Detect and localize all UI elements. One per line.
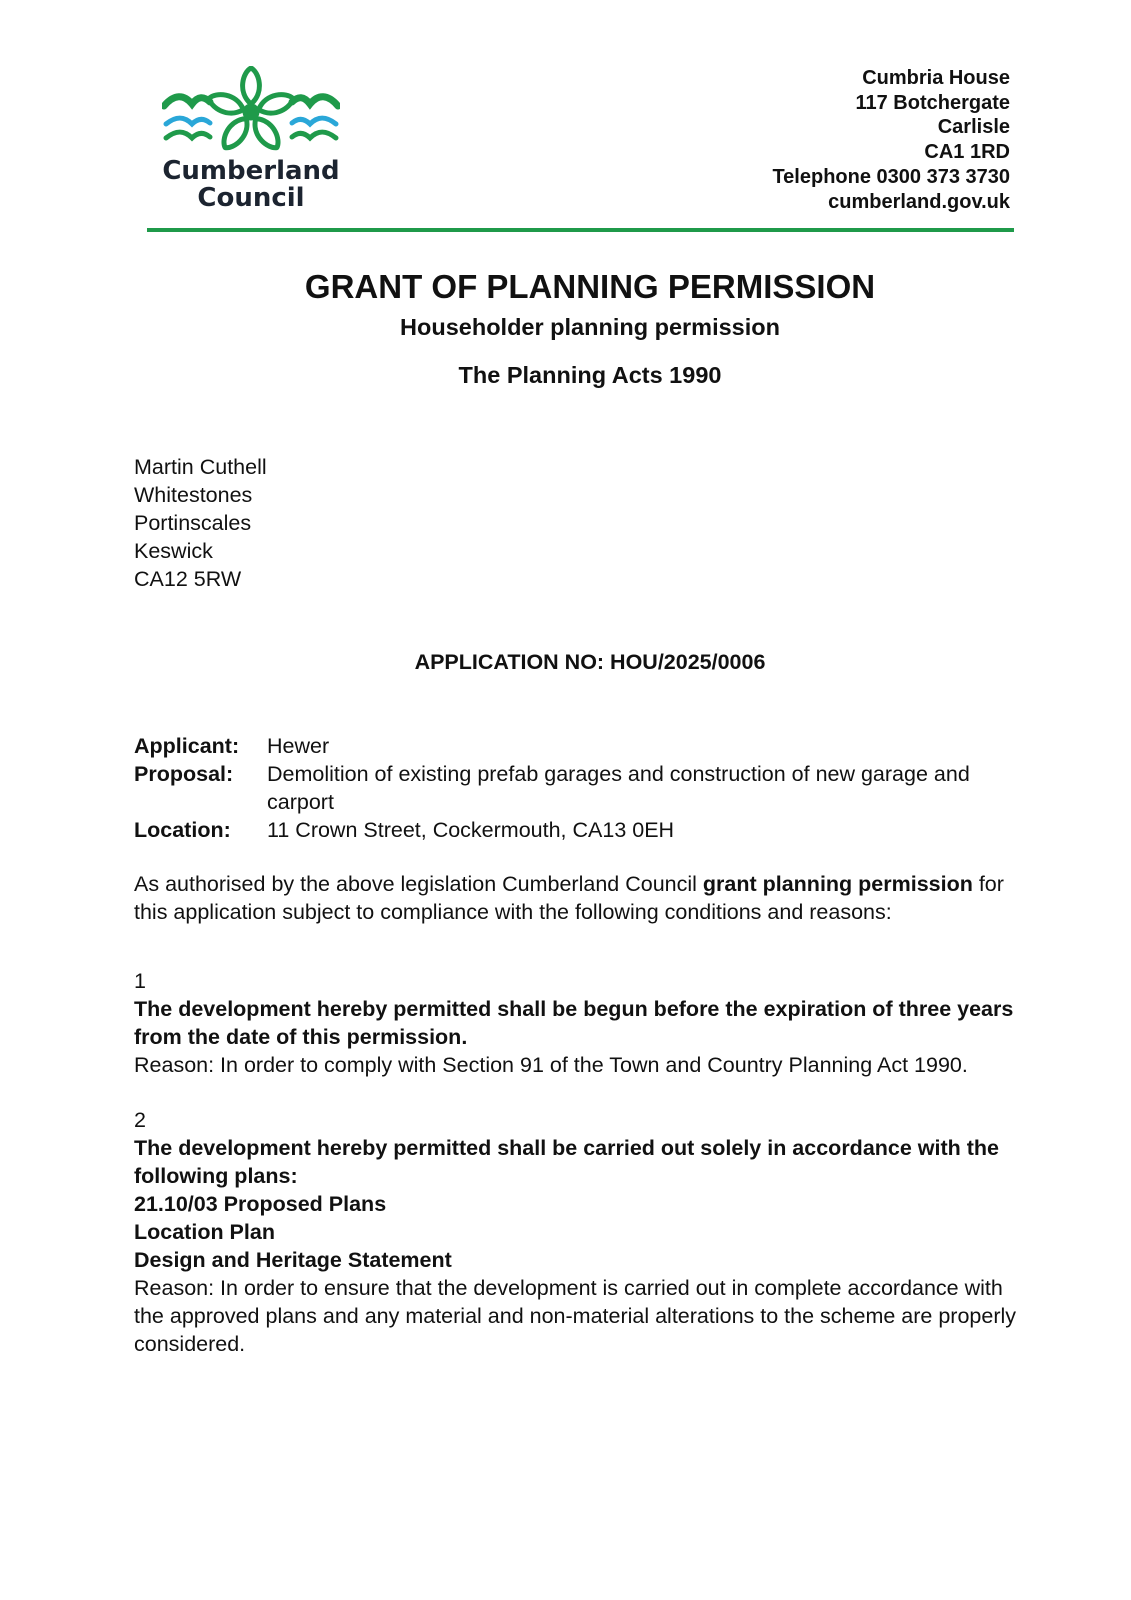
condition-reason: Reason: In order to ensure that the development is carried out in complete accordance with the approved plans and any material and non-material alterations to the scheme are properly considered. xyxy=(134,1276,1017,1356)
header-divider xyxy=(147,228,1014,232)
flower-logo-icon xyxy=(162,66,340,156)
recipient-postcode: CA12 5RW xyxy=(134,567,242,591)
telephone-line: Telephone 0300 373 3730 xyxy=(772,165,1010,188)
condition-number: 1 xyxy=(134,969,146,993)
legislation-title: The Planning Acts 1990 xyxy=(458,362,722,388)
recipient-address-line: Whitestones xyxy=(134,483,253,507)
condition-reason: Reason: In order to comply with Section 91 of the Town and Country Planning Act 1990. xyxy=(134,1053,968,1077)
recipient-name: Martin Cuthell xyxy=(134,455,267,479)
application-details xyxy=(134,732,1027,844)
applicant-label: Applicant: xyxy=(134,734,240,758)
proposal-row xyxy=(134,760,1027,816)
address-line: Carlisle xyxy=(937,116,1010,139)
applicant-value: Hewer xyxy=(267,734,330,758)
condition-text: The development hereby permitted shall be carried out solely in accordance with the following plans: xyxy=(134,1136,1000,1188)
location-value: 11 Crown Street, Cockermouth, CA13 0EH xyxy=(267,818,675,842)
proposal-value: Demolition of existing prefab garages and construction of new garage and carport xyxy=(267,762,970,814)
grant-statement-prefix: As authorised by the above legislation Cumberland Council xyxy=(134,872,703,896)
council-address xyxy=(772,66,1010,214)
applicant-row xyxy=(134,732,1027,760)
cumberland-council-logo xyxy=(162,66,340,216)
logo-text-line2: Council xyxy=(197,183,305,213)
application-number: APPLICATION NO: HOU/2025/0006 xyxy=(414,650,766,674)
condition-2 xyxy=(134,1106,1034,1358)
recipient-address-line: Keswick xyxy=(134,539,213,563)
approved-plan: Design and Heritage Statement xyxy=(134,1248,452,1272)
condition-number: 2 xyxy=(134,1108,146,1132)
grant-statement-suffix: for this application subject to compliance with the following conditions and reasons: xyxy=(134,872,1004,924)
approved-plan: 21.10/03 Proposed Plans xyxy=(134,1192,387,1216)
document-title: GRANT OF PLANNING PERMISSION xyxy=(304,268,876,305)
website-line: cumberland.gov.uk xyxy=(828,190,1010,213)
location-row xyxy=(134,816,1027,844)
condition-text: The development hereby permitted shall be begun before the expiration of three years from the date of this permission. xyxy=(134,997,1014,1049)
recipient-address-line: Portinscales xyxy=(134,511,252,535)
document-subtitle: Householder planning permission xyxy=(400,314,780,340)
address-line: 117 Botchergate xyxy=(855,91,1010,114)
condition-1 xyxy=(134,967,1034,1079)
logo-text xyxy=(162,158,340,212)
address-line: CA1 1RD xyxy=(924,141,1010,164)
recipient-address xyxy=(134,453,267,593)
logo-text-line1: Cumberland xyxy=(162,156,340,186)
address-line: Cumbria House xyxy=(862,67,1010,89)
proposal-label: Proposal: xyxy=(134,762,234,786)
grant-statement-bold: grant planning permission xyxy=(702,872,973,896)
location-label: Location: xyxy=(134,818,231,842)
grant-statement xyxy=(134,870,1034,926)
approved-plan: Location Plan xyxy=(134,1220,275,1244)
